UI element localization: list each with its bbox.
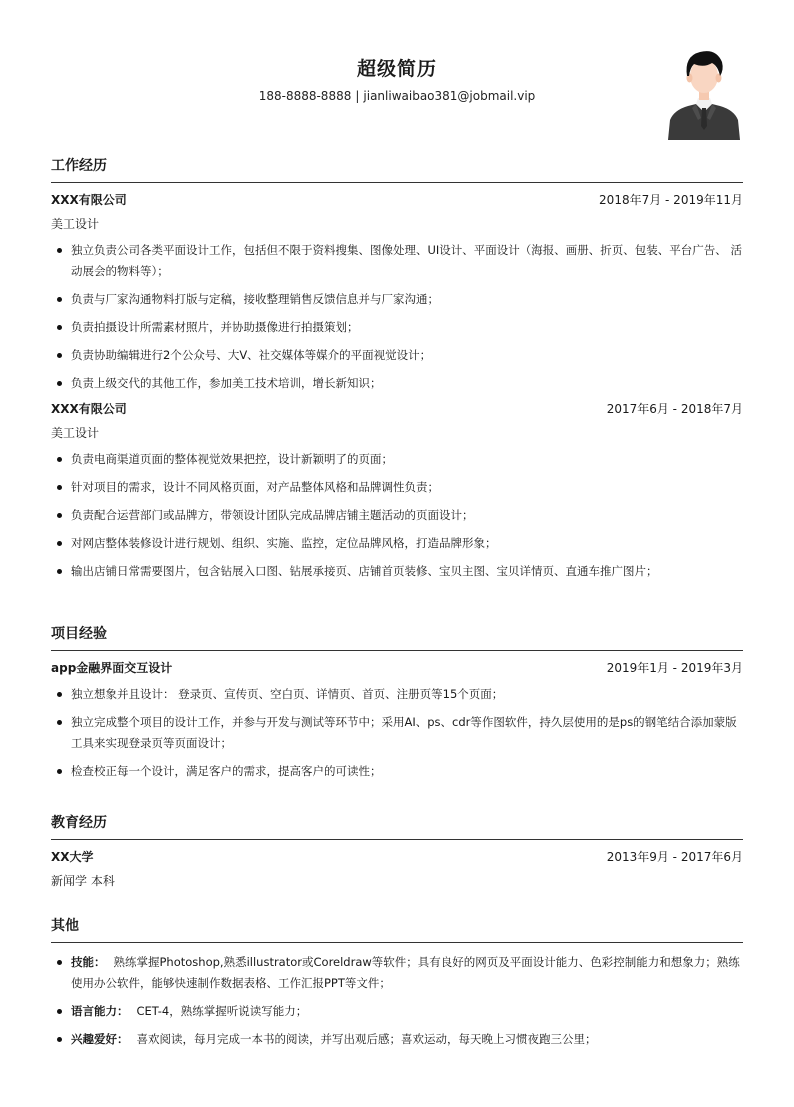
projects-section bbox=[51, 624, 743, 789]
entry-header bbox=[51, 660, 743, 676]
email-address: jianliwaibao381@jobmail.vip bbox=[363, 89, 536, 103]
item-label: 兴趣爱好： bbox=[71, 1032, 129, 1046]
school-name: XX大学 bbox=[51, 850, 94, 864]
phone-number: 188-8888-8888 bbox=[258, 89, 352, 103]
entry-header bbox=[51, 401, 743, 417]
contact-separator: | bbox=[355, 89, 360, 103]
list-item: 负责协助编辑进行2个公众号、大V、社交媒体等媒介的平面视觉设计； bbox=[51, 345, 743, 366]
section-divider bbox=[51, 942, 743, 943]
other-section-title: 其他 bbox=[51, 918, 79, 934]
item-label: 语言能力： bbox=[71, 1004, 129, 1018]
education-section bbox=[51, 813, 743, 897]
work-section bbox=[51, 156, 743, 589]
entry-period: 2018年7月 - 2019年11月 bbox=[599, 193, 743, 207]
other-section bbox=[51, 916, 743, 1057]
entry-period: 2013年9月 - 2017年6月 bbox=[606, 850, 743, 864]
section-divider bbox=[51, 839, 743, 840]
bullet-list bbox=[51, 240, 743, 394]
list-item: 负责拍摄设计所需素材照片，并协助摄像进行拍摄策划； bbox=[51, 317, 743, 338]
list-item: 独立想象并且设计： 登录页、宣传页、空白页、详情页、首页、注册页等15个页面； bbox=[51, 684, 743, 705]
projects-section-title: 项目经验 bbox=[51, 626, 107, 642]
list-item: 负责与厂家沟通物料打版与定稿，接收整理销售反馈信息并与厂家沟通； bbox=[51, 289, 743, 310]
list-item: 针对项目的需求，设计不同风格页面，对产品整体风格和品牌调性负责； bbox=[51, 477, 743, 498]
list-item: 负责电商渠道页面的整体视觉效果把控，设计新颖明了的页面； bbox=[51, 449, 743, 470]
list-item: 独立完成整个项目的设计工作，并参与开发与测试等环节中；采用AI、ps、cdr等作图软件，持久层使用的是ps的钢笔结合添加蒙版工具来实现登录页等页面设计； bbox=[51, 712, 743, 754]
job-role: 美工设计 bbox=[51, 217, 100, 231]
section-divider bbox=[51, 182, 743, 183]
section-divider bbox=[51, 650, 743, 651]
item-value: 熟练掌握Photoshop,熟悉illustrator或Coreldraw等软件；具有良好的网页及平面设计能力、色彩控制能力和想象力；熟练使用办公软件，能够快速制作数据表格、工作汇报PPT等文件； bbox=[71, 955, 740, 990]
list-item bbox=[51, 1029, 743, 1050]
list-item: 输出店铺日常需要图片，包含钻展入口图、钻展承接页、店铺首页装修、宝贝主图、宝贝详情页、直通车推广图片； bbox=[51, 561, 743, 582]
avatar bbox=[668, 48, 740, 140]
entry-header bbox=[51, 849, 743, 865]
entry-period: 2019年1月 - 2019年3月 bbox=[606, 661, 743, 675]
item-value: CET-4，熟练掌握听说读写能力； bbox=[136, 1004, 308, 1018]
entry-header bbox=[51, 192, 743, 208]
list-item: 负责上级交代的其他工作，参加美工技术培训，增长新知识； bbox=[51, 373, 743, 394]
work-entry bbox=[51, 401, 743, 582]
item-label: 技能： bbox=[71, 955, 106, 969]
bullet-list bbox=[51, 449, 743, 582]
project-name: app金融界面交互设计 bbox=[51, 661, 173, 675]
list-item bbox=[51, 1001, 743, 1022]
item-value: 喜欢阅读，每月完成一本书的阅读，并写出观后感；喜欢运动，每天晚上习惯夜跑三公里； bbox=[136, 1032, 597, 1046]
job-role: 美工设计 bbox=[51, 426, 100, 440]
bullet-list bbox=[51, 684, 743, 782]
list-item bbox=[51, 952, 743, 994]
company-name: XXX有限公司 bbox=[51, 193, 127, 207]
list-item: 负责配合运营部门或品牌方，带领设计团队完成品牌店铺主题活动的页面设计； bbox=[51, 505, 743, 526]
entry-period: 2017年6月 - 2018年7月 bbox=[606, 402, 743, 416]
list-item: 检查校正每一个设计，满足客户的需求，提高客户的可读性； bbox=[51, 761, 743, 782]
degree: 新闻学 本科 bbox=[51, 874, 115, 888]
resume-name: 超级简历 bbox=[356, 58, 437, 80]
list-item: 独立负责公司各类平面设计工作，包括但不限于资料搜集、图像处理、UI设计、平面设计（海报、画册、折页、包装、平台广告、 活动展会的物料等）； bbox=[51, 240, 743, 282]
education-section-title: 教育经历 bbox=[51, 815, 107, 831]
company-name: XXX有限公司 bbox=[51, 402, 127, 416]
list-item: 对网店整体装修设计进行规划、组织、实施、监控，定位品牌风格，打造品牌形象； bbox=[51, 533, 743, 554]
work-section-title: 工作经历 bbox=[51, 158, 107, 174]
work-entry bbox=[51, 192, 743, 394]
bullet-list bbox=[51, 952, 743, 1050]
